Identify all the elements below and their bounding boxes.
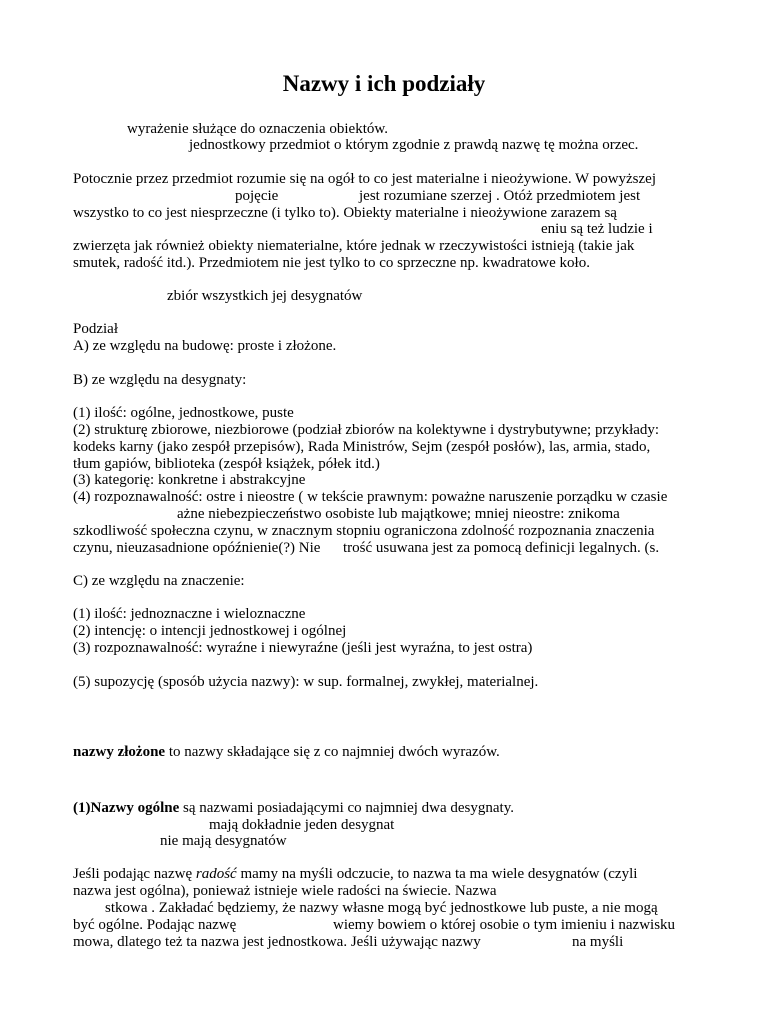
page-title: Nazwy i ich podziały (282, 71, 486, 96)
definition-fragment: nie mają desygnatów (160, 833, 287, 849)
definition-line: nazwy złożone to nazwy składające się z co najmniej dwóch wyrazów. (73, 744, 500, 760)
term-bold: (1)Nazwy ogólne (73, 800, 180, 816)
paragraph-fragment: być ogólne. Podając nazwę (73, 917, 237, 933)
paragraph-line: smutek, radość itd.). Przedmiotem nie jest tylko to co sprzeczne np. kwadratowe koło. (73, 255, 590, 271)
paragraph-fragment: na myśli (572, 934, 624, 950)
list-item: (1) ilość: ogólne, jednostkowe, puste (73, 405, 294, 421)
paragraph-fragment: pojęcie (235, 188, 279, 204)
paragraph-line: Jeśli podając nazwę radość mamy na myśli odczucie, to nazwa ta ma wiele desygnatów (czyli (73, 866, 638, 882)
list-item: (2) strukturę zbiorowe, niezbiorowe (podział zbiorów na kolektywne i dystrybutywne; przykłady: (73, 422, 660, 438)
paragraph-fragment: jest rozumiane szerzej . Otóż przedmiotem jest (359, 188, 641, 204)
list-item: szkodliwość społeczna czynu, w znacznym stopniu ograniczona zdolność rozpoznania znaczenia (73, 523, 655, 539)
list-item: B) ze względu na desygnaty: (73, 372, 247, 388)
list-item: tłum gapiów, biblioteka (zespół książek, półek itd.) (73, 456, 380, 472)
term-bold: nazwy złożone (73, 744, 166, 760)
paragraph-line: zwierzęta jak również obiekty niematerialne, które jednak w rzeczywistości istnieją (takie jak (73, 238, 635, 254)
list-item: C) ze względu na znaczenie: (73, 573, 245, 589)
definition-line: zbiór wszystkich jej desygnatów (167, 288, 363, 304)
paragraph-line: wszystko to co jest niesprzeczne (i tylko to). Obiekty materialne i nieożywione zarazem są (73, 205, 617, 221)
list-item: kodeks karny (jako zespół przepisów), Rada Ministrów, Sejm (zespół posłów), las, armia, stado, (73, 439, 651, 455)
list-item: (1) ilość: jednoznaczne i wieloznaczne (73, 606, 306, 622)
list-item: (3) kategorię: konkretne i abstrakcyjne (73, 472, 306, 488)
list-item: (3) rozpoznawalność: wyraźne i niewyraźne (jeśli jest wyraźna, to jest ostra) (73, 640, 533, 656)
paragraph-fragment: wiemy bowiem o której osobie o tym imieniu i nazwisku (333, 917, 676, 933)
section-heading: Podział (73, 321, 118, 337)
intro-line-2: jednostkowy przedmiot o którym zgodnie z prawdą nazwę tę można orzec. (189, 137, 639, 153)
list-item: A) ze względu na budowę: proste i złożone. (73, 338, 337, 354)
definition-fragment: mają dokładnie jeden desygnat (209, 817, 395, 833)
list-item: czynu, nieuzasadnione opóźnienie(?) Nie (73, 540, 321, 556)
list-item: (2) intencję: o intencji jednostkowej i ogólnej (73, 623, 347, 639)
paragraph-fragment: eniu są też ludzie i (541, 221, 653, 237)
list-item: (5) supozycję (sposób użycia nazwy): w sup. formalnej, zwykłej, materialnej. (73, 674, 539, 690)
paragraph-fragment: mowa, dlatego też ta nazwa jest jednostkowa. Jeśli używając nazwy (73, 934, 481, 950)
list-item: (4) rozpoznawalność: ostre i nieostre ( w tekście prawnym: poważne naruszenie porządku w czasie (73, 489, 668, 505)
paragraph-line: nazwa jest ogólna), ponieważ istnieje wiele radości na świecie. Nazwa (73, 883, 497, 899)
intro-line-1: wyrażenie służące do oznaczenia obiektów. (127, 121, 388, 137)
term-italic: radość (195, 866, 237, 882)
list-item: ażne niebezpieczeństwo osobiste lub majątkowe; mniej nieostre: znikoma (177, 506, 620, 522)
list-item: trość usuwana jest za pomocą definicji legalnych. (s. (343, 540, 660, 556)
paragraph-line: stkowa . Zakładać będziemy, że nazwy własne mogą być jednostkowe lub puste, a nie mogą (105, 900, 658, 916)
paragraph-line: Potocznie przez przedmiot rozumie się na ogół to co jest materialne i nieożywione. W powyższej (73, 171, 657, 187)
definition-line: (1)Nazwy ogólne są nazwami posiadającymi co najmniej dwa desygnaty. (73, 800, 514, 816)
